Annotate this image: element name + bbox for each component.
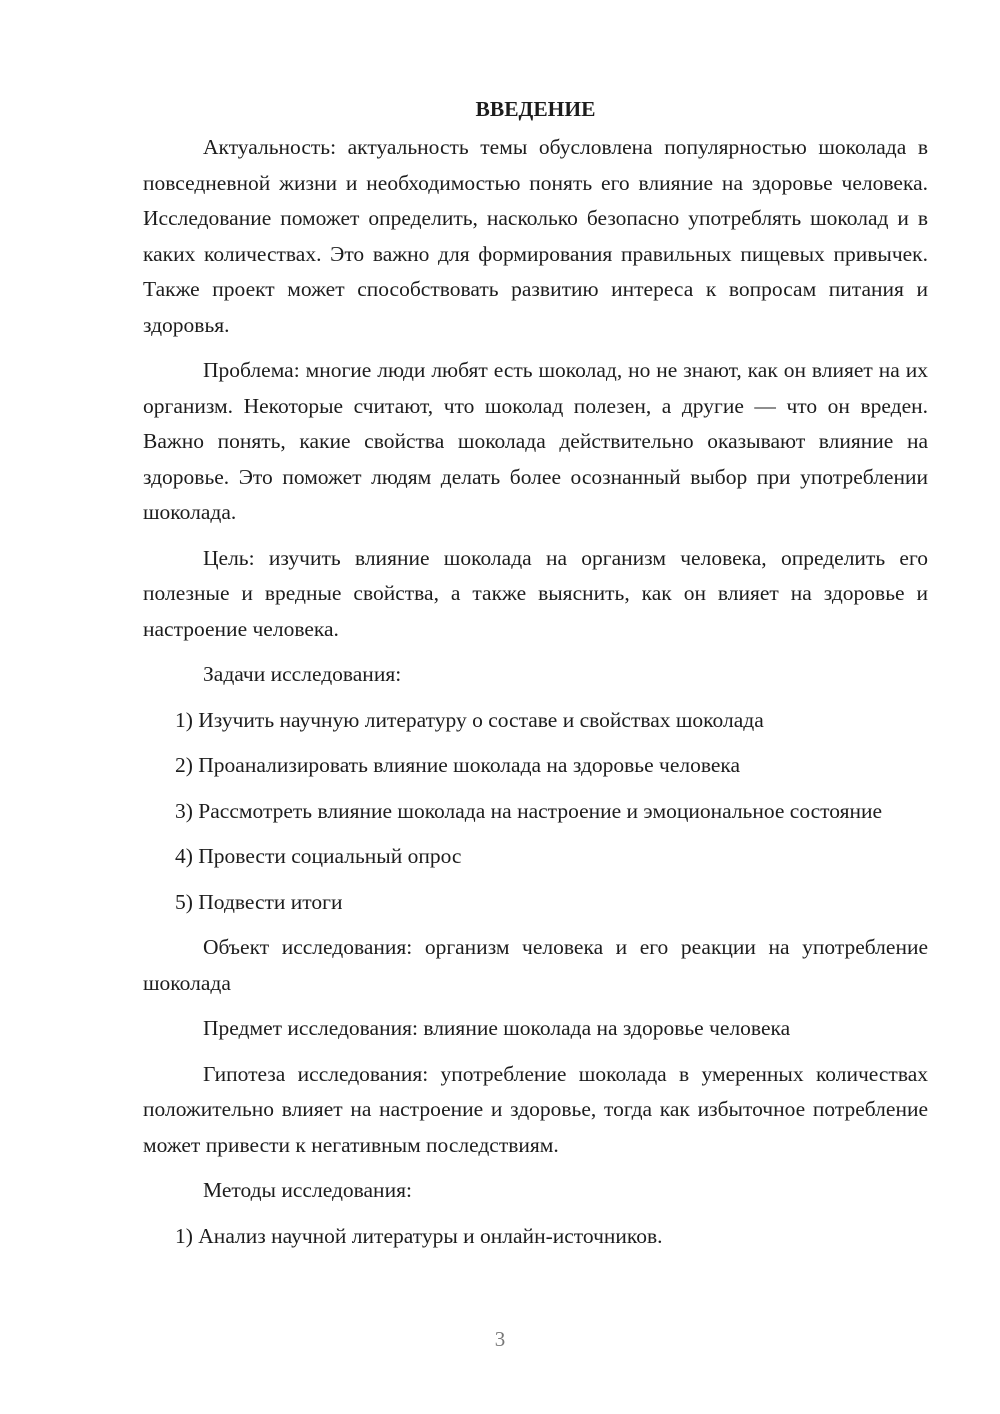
relevance-paragraph: Актуальность: актуальность темы обусловлена популярностью шоколада в повседневной жизни и необходимостью понять его влияние на здоровье человека. Исследование поможет определить, насколько безопасно употреблять шоколад и в каких количествах. Это важно для формирования правильных пищевых привычек. Также проект может способствовать развитию интереса к вопросам питания и здоровья. xyxy=(143,135,928,337)
page-number: 3 xyxy=(494,1327,506,1351)
list-item: 3) Рассмотреть влияние шоколада на настроение и эмоциональное состояние xyxy=(175,798,883,823)
list-item: 5) Подвести итоги xyxy=(175,889,343,914)
goal-paragraph: Цель: изучить влияние шоколада на организм человека, определить его полезные и вредные свойства, а также выяснить, как он влияет на здоровье и настроение человека. xyxy=(143,545,928,641)
object-paragraph: Объект исследования: организм человека и его реакции на употребление шоколада xyxy=(143,935,928,995)
section-title: ВВЕДЕНИЕ xyxy=(475,97,596,121)
list-item: 1) Анализ научной литературы и онлайн-источников. xyxy=(175,1223,663,1248)
methods-list xyxy=(143,1219,928,1255)
problem-paragraph: Проблема: многие люди любят есть шоколад, но не знают, как он влияет на их организм. Некоторые считают, что шоколад полезен, а другие — что он вреден. Важно понять, какие свойства шоколада действительно оказывают влияние на здоровье. Это поможет людям делать более осознанный выбор при употреблении шоколада. xyxy=(143,358,928,524)
tasks-heading: Задачи исследования: xyxy=(203,662,402,686)
list-item: 2) Проанализировать влияние шоколада на здоровье человека xyxy=(175,753,741,777)
list-item: 1) Изучить научную литературу о составе и свойствах шоколада xyxy=(175,707,764,732)
tasks-list xyxy=(143,703,928,921)
hypothesis-paragraph: Гипотеза исследования: употребление шоколада в умеренных количествах положительно влияет на настроение и здоровье, тогда как избыточное потребление может привести к негативным последствиям. xyxy=(143,1061,928,1157)
document-page xyxy=(143,92,928,1264)
list-item: 4) Провести социальный опрос xyxy=(175,844,462,868)
methods-heading: Методы исследования: xyxy=(203,1178,412,1202)
subject-paragraph: Предмет исследования: влияние шоколада на здоровье человека xyxy=(203,1016,791,1040)
